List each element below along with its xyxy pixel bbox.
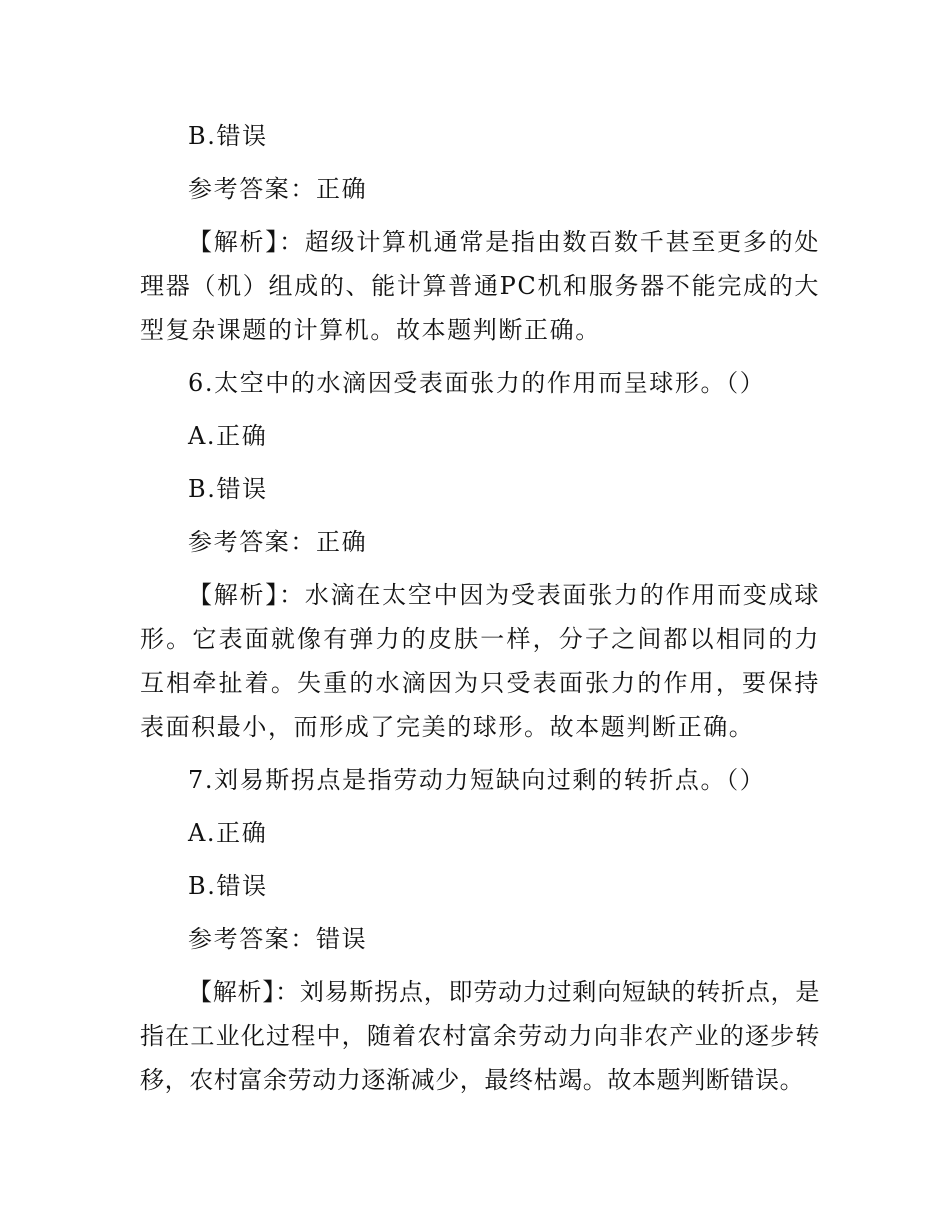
- q6-option-a: A.正确: [188, 422, 268, 450]
- document-content: [140, 110, 820, 1107]
- q6-question: 6.太空中的水滴因受表面张力的作用而呈球形。（）: [188, 369, 766, 397]
- q7-analysis-label: 【解析】: [188, 978, 276, 1006]
- q5-analysis: [140, 220, 820, 352]
- q7-option-a: A.正确: [188, 819, 268, 847]
- q6-answer: 参考答案：正确: [188, 528, 368, 556]
- q5-option-b: B.错误: [188, 122, 268, 150]
- q7-analysis: [140, 970, 820, 1102]
- q5-analysis-text: ：超级计算机通常是指由数百数千甚至更多的处理器（机）组成的、能计算普通PC机和服务器不能完成的大型复杂课题的计算机。故本题判断正确。: [140, 228, 820, 344]
- q6-analysis: [140, 573, 820, 749]
- q6-option-b: B.错误: [188, 475, 268, 503]
- q7-option-b: B.错误: [188, 872, 268, 900]
- q5-answer: 参考答案：正确: [188, 175, 368, 203]
- q6-analysis-label: 【解析】: [188, 581, 280, 609]
- q7-question: 7.刘易斯拐点是指劳动力短缺向过剩的转折点。（）: [188, 766, 766, 794]
- q6-analysis-text: ：水滴在太空中因为受表面张力的作用而变成球形。它表面就像有弹力的皮肤一样，分子之间都以相同的力互相牵扯着。失重的水滴因为只受表面张力的作用，要保持表面积最小，而形成了完美的球形。故本题判断正确。: [140, 581, 820, 741]
- q5-analysis-label: 【解析】: [188, 228, 280, 256]
- q7-answer: 参考答案：错误: [188, 925, 368, 953]
- q7-analysis-text: ：刘易斯拐点，即劳动力过剩向短缺的转折点，是指在工业化过程中，随着农村富余劳动力向非农产业的逐步转移，农村富余劳动力逐渐减少，最终枯竭。故本题判断错误。: [140, 978, 820, 1094]
